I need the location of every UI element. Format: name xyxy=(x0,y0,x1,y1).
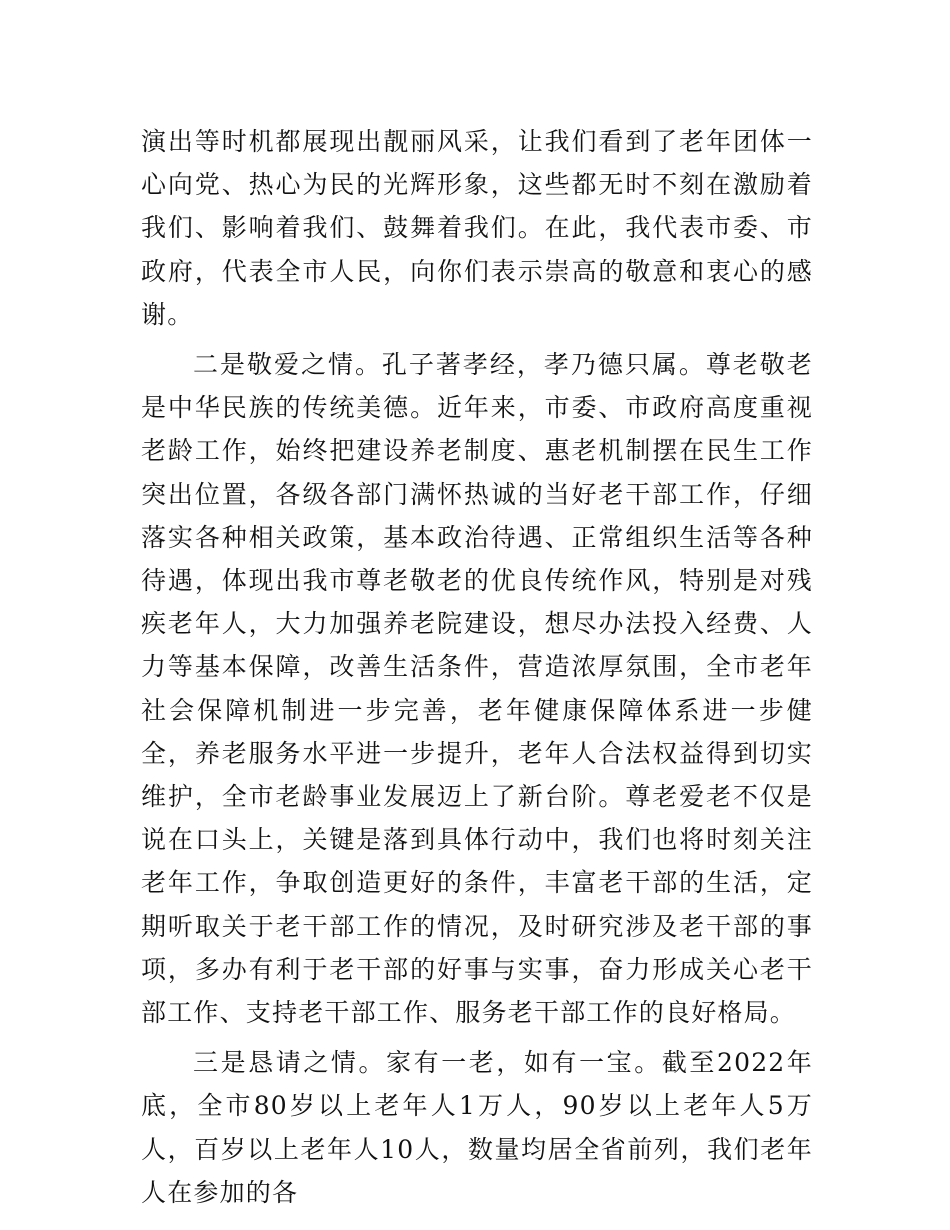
paragraph-request: 三是恳请之情。家有一老，如有一宝。截至2022年底，全市80岁以上老年人1万人，90岁以上老年人5万人，百岁以上老年人10人，数量均居全省前列，我们老年人在参加的各 xyxy=(141,1048,813,1207)
paragraph-continuation: 演出等时机都展现出靓丽风采，让我们看到了老年团体一心向党、热心为民的光辉形象，这些都无时不刻在激励着我们、影响着我们、鼓舞着我们。在此，我代表市委、市政府，代表全市人民，向你们表示崇高的敬意和衷心的感谢。 xyxy=(141,127,813,329)
document-body xyxy=(141,120,813,1214)
paragraph-respect: 二是敬爱之情。孔子著孝经，孝乃德只属。尊老敬老是中华民族的传统美德。近年来，市委、市政府高度重视老龄工作，始终把建设养老制度、惠老机制摆在民生工作突出位置，各级各部门满怀热诚的当好老干部工作，仔细落实各种相关政策，基本政治待遇、正常组织生活等各种待遇，体现出我市尊老敬老的优良传统作风，特别是对残疾老年人，大力加强养老院建设，想尽办法投入经费、人力等基本保障，改善生活条件，营造浓厚氛围，全市老年社会保障机制进一步完善，老年健康保障体系进一步健全，养老服务水平进一步提升，老年人合法权益得到切实维护，全市老龄事业发展迈上了新台阶。尊老爱老不仅是说在口头上，关键是落到具体行动中，我们也将时刻关注老年工作，争取创造更好的条件，丰富老干部的生活，定期听取关于老干部工作的情况，及时研究涉及老干部的事项，多办有利于老干部的好事与实事，奋力形成关心老干部工作、支持老干部工作、服务老干部工作的良好格局。 xyxy=(141,350,813,1028)
